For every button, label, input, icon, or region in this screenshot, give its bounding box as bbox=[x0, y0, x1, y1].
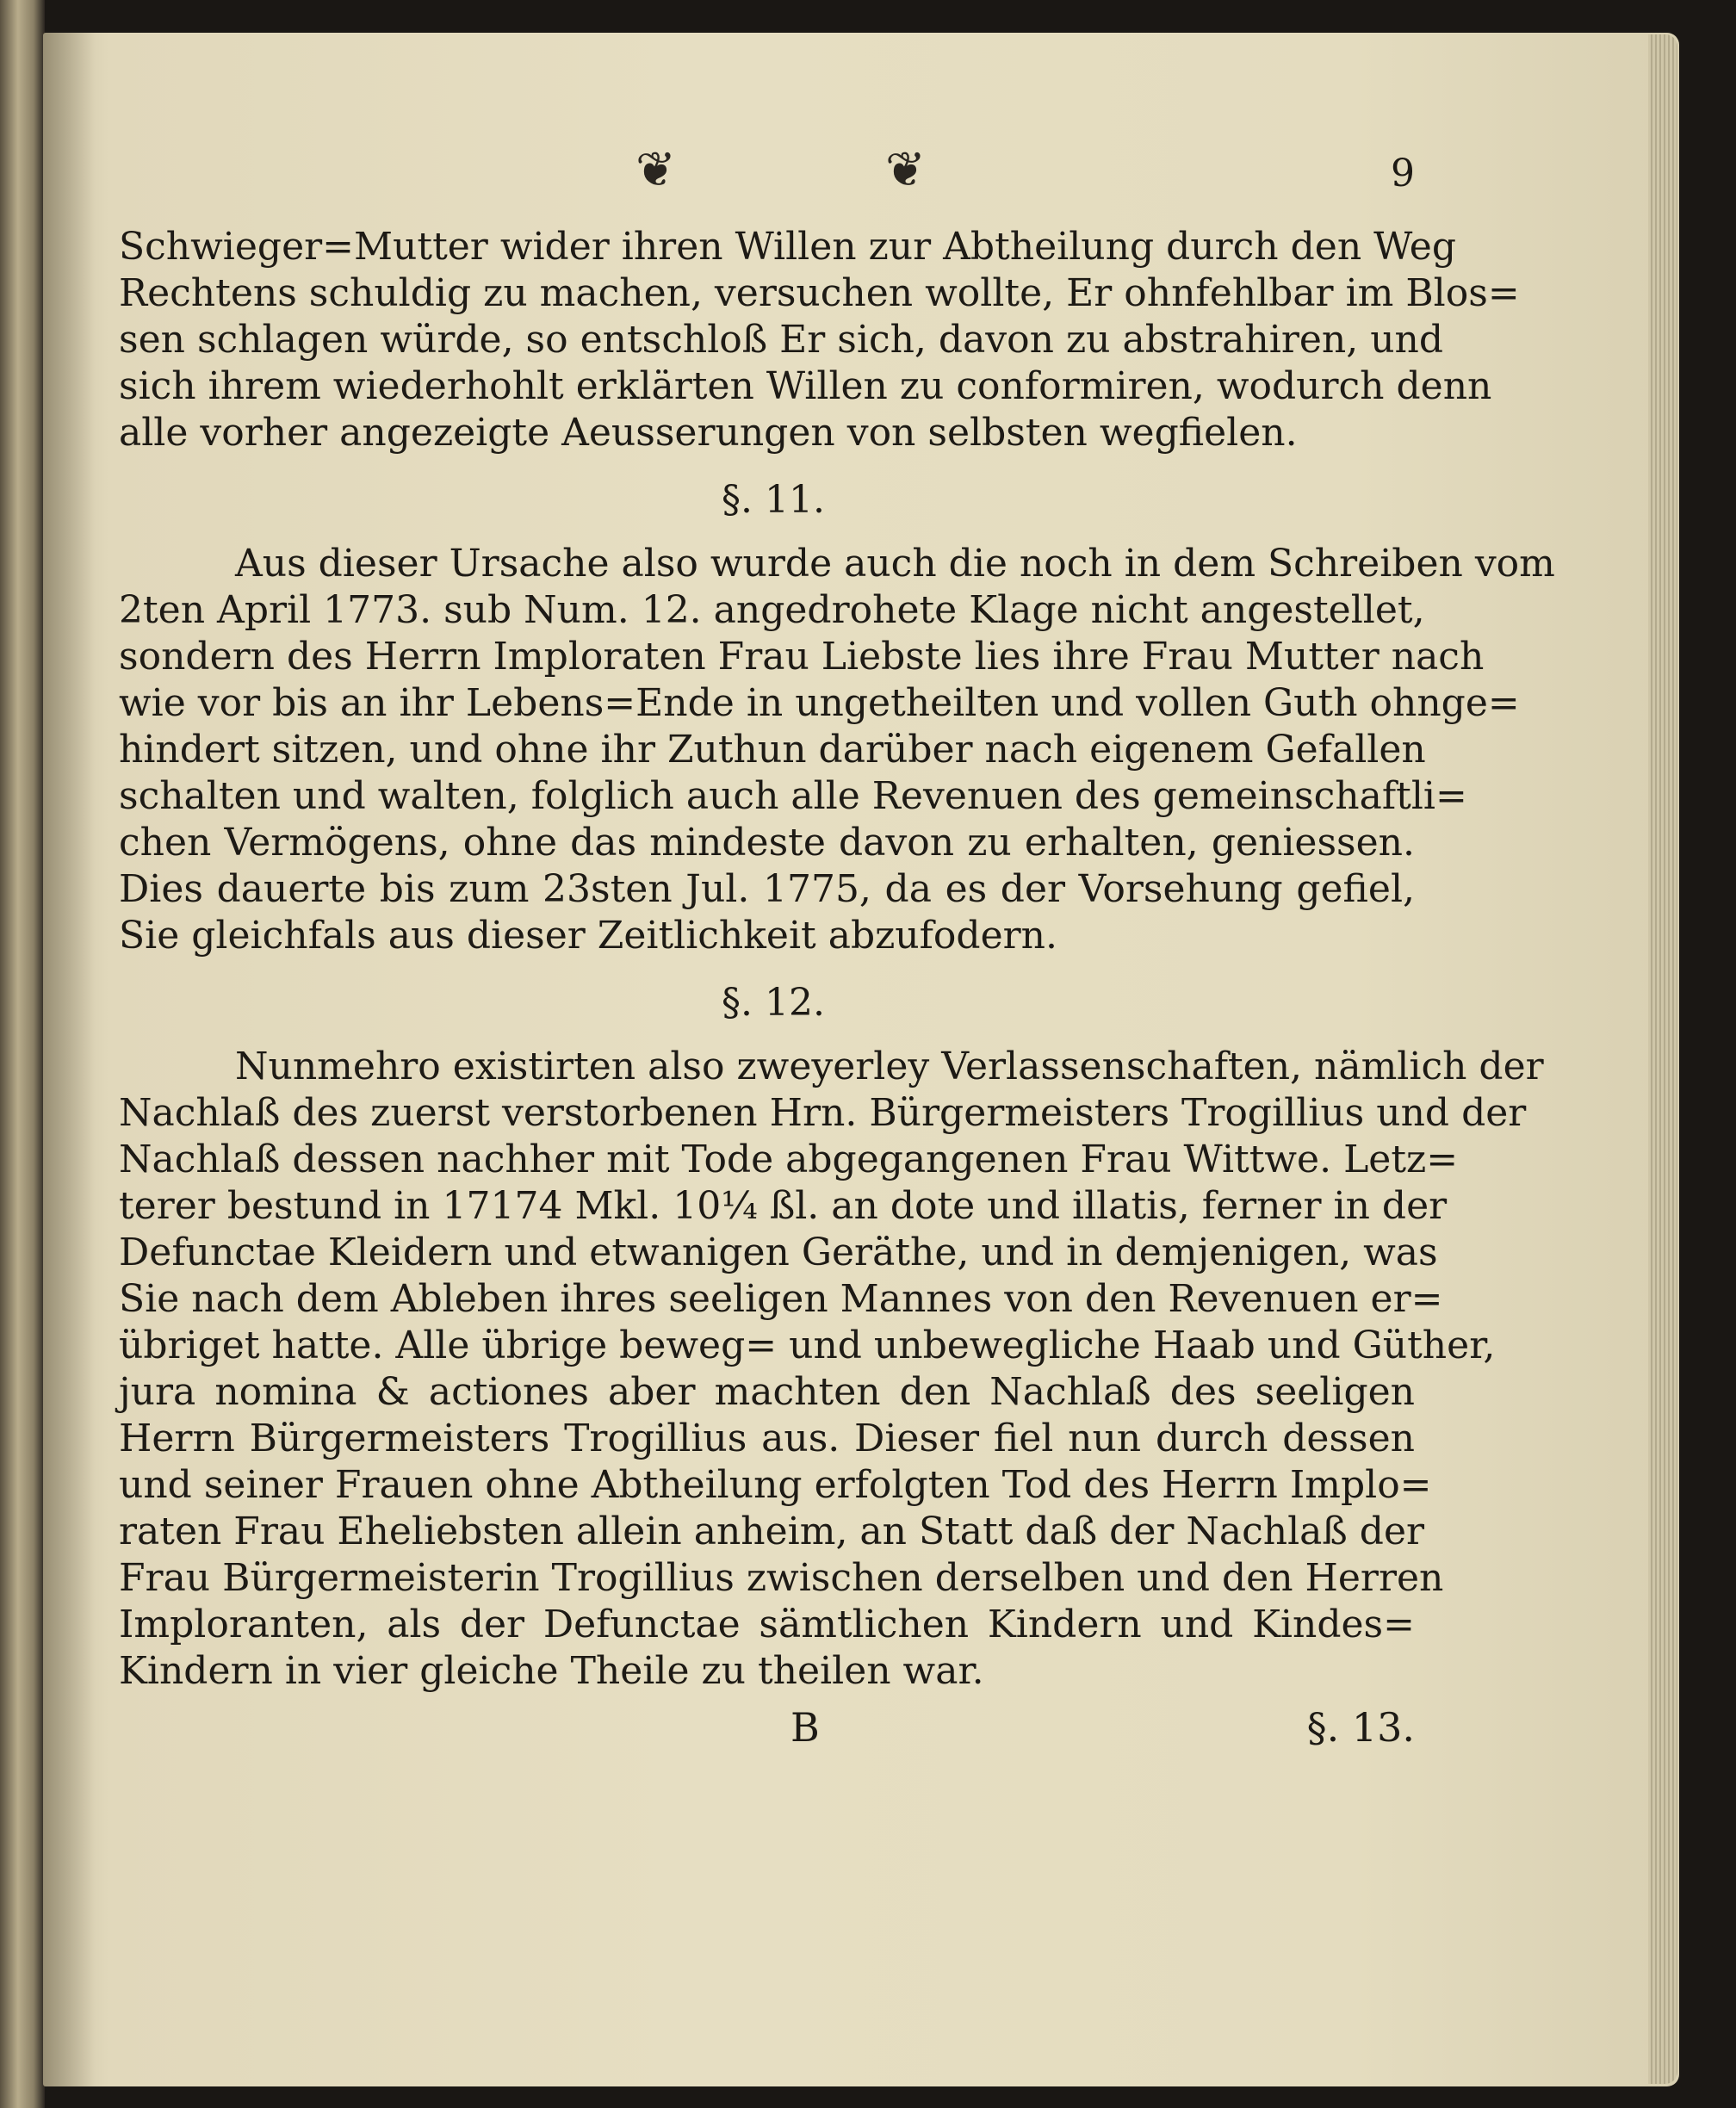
text-line: Rechtens schuldig zu machen, versuchen wollte, Er ohnfehlbar im Blos= bbox=[119, 271, 1520, 315]
ornament-icon: ❦ bbox=[885, 142, 926, 198]
text-line: Sie nach dem Ableben ihres seeligen Mannes von den Revenuen er= bbox=[119, 1277, 1443, 1321]
signature-mark: B bbox=[790, 1704, 820, 1751]
paragraph-12 bbox=[119, 1044, 1544, 1695]
text-line: sen schlagen würde, so entschloß Er sich, davon zu abstrahiren, und bbox=[119, 318, 1444, 362]
page-footer bbox=[119, 1702, 1415, 1762]
text-line: Dies dauerte bis zum 23sten Jul. 1775, da es der Vorsehung gefiel, bbox=[119, 867, 1415, 911]
section-heading-11: §. 11. bbox=[722, 478, 825, 522]
paragraph-11 bbox=[119, 541, 1555, 959]
text-line: jura nomina & actiones aber machten den Nachlaß des seeligen bbox=[119, 1370, 1415, 1414]
text-line: terer bestund in 17174 Mkl. 10¼ ßl. an dote und illatis, ferner in der bbox=[119, 1184, 1448, 1228]
text-line: wie vor bis an ihr Lebens=Ende in ungetheilten und vollen Guth ohnge= bbox=[119, 681, 1520, 725]
text-line: raten Frau Eheliebsten allein anheim, an Statt daß der Nachlaß der bbox=[119, 1510, 1425, 1553]
text-line: sich ihrem wiederhohlt erklärten Willen zu conformiren, wodurch denn bbox=[119, 364, 1492, 408]
text-line: sondern des Herrn Imploraten Frau Liebste lies ihre Frau Mutter nach bbox=[119, 635, 1485, 679]
paragraph-continued bbox=[119, 224, 1520, 456]
text-line: hindert sitzen, und ohne ihr Zuthun darüber nach eigenem Gefallen bbox=[119, 728, 1426, 772]
left-page-edge bbox=[0, 0, 45, 2108]
text-line: chen Vermögens, ohne das mindeste davon zu erhalten, geniessen. bbox=[119, 821, 1415, 865]
text-line: Frau Bürgermeisterin Trogillius zwischen derselben und den Herren bbox=[119, 1556, 1444, 1600]
text-line: Kindern in vier gleiche Theile zu theilen war. bbox=[119, 1649, 984, 1693]
page-header bbox=[119, 129, 1415, 224]
text-line: Herrn Bürgermeisters Trogillius aus. Dieser fiel nun durch dessen bbox=[119, 1417, 1415, 1460]
section-heading-12: §. 12. bbox=[722, 981, 825, 1025]
text-line: Imploranten, als der Defunctae sämtlichen Kindern und Kindes= bbox=[119, 1603, 1415, 1646]
text-block bbox=[119, 129, 1555, 1762]
text-line: 2ten April 1773. sub Num. 12. angedrohete Klage nicht angestellet, bbox=[119, 588, 1425, 632]
text-line: Nachlaß dessen nachher mit Tode abgegangenen Frau Wittwe. Letz= bbox=[119, 1138, 1459, 1181]
text-line: Schwieger=Mutter wider ihren Willen zur Abtheilung durch den Weg bbox=[119, 225, 1456, 269]
text-line: alle vorher angezeigte Aeusserungen von selbsten wegfielen. bbox=[119, 411, 1298, 455]
page-number: 9 bbox=[1391, 152, 1415, 195]
text-line: Aus dieser Ursache also wurde auch die noch in dem Schreiben vom bbox=[235, 542, 1555, 586]
text-line: und seiner Frauen ohne Abtheilung erfolgten Tod des Herrn Implo= bbox=[119, 1463, 1432, 1507]
text-line: Nachlaß des zuerst verstorbenen Hrn. Bürgermeisters Trogillius und der bbox=[119, 1091, 1527, 1135]
text-line: übriget hatte. Alle übrige beweg= und unbewegliche Haab und Güther, bbox=[119, 1324, 1496, 1367]
text-line: Nunmehro existirten also zweyerley Verlassenschaften, nämlich der bbox=[235, 1045, 1544, 1088]
ornament-icon: ❦ bbox=[636, 142, 676, 198]
page-stack-edge bbox=[1648, 34, 1677, 2084]
catchword: §. 13. bbox=[1306, 1704, 1415, 1751]
gutter-shadow bbox=[43, 33, 95, 2086]
text-line: Defunctae Kleidern und etwanigen Geräthe, und in demjenigen, was bbox=[119, 1231, 1438, 1274]
text-line: Sie gleichfals aus dieser Zeitlichkeit abzufodern. bbox=[119, 914, 1057, 958]
text-line: schalten und walten, folglich auch alle Revenuen des gemeinschaftli= bbox=[119, 774, 1467, 818]
